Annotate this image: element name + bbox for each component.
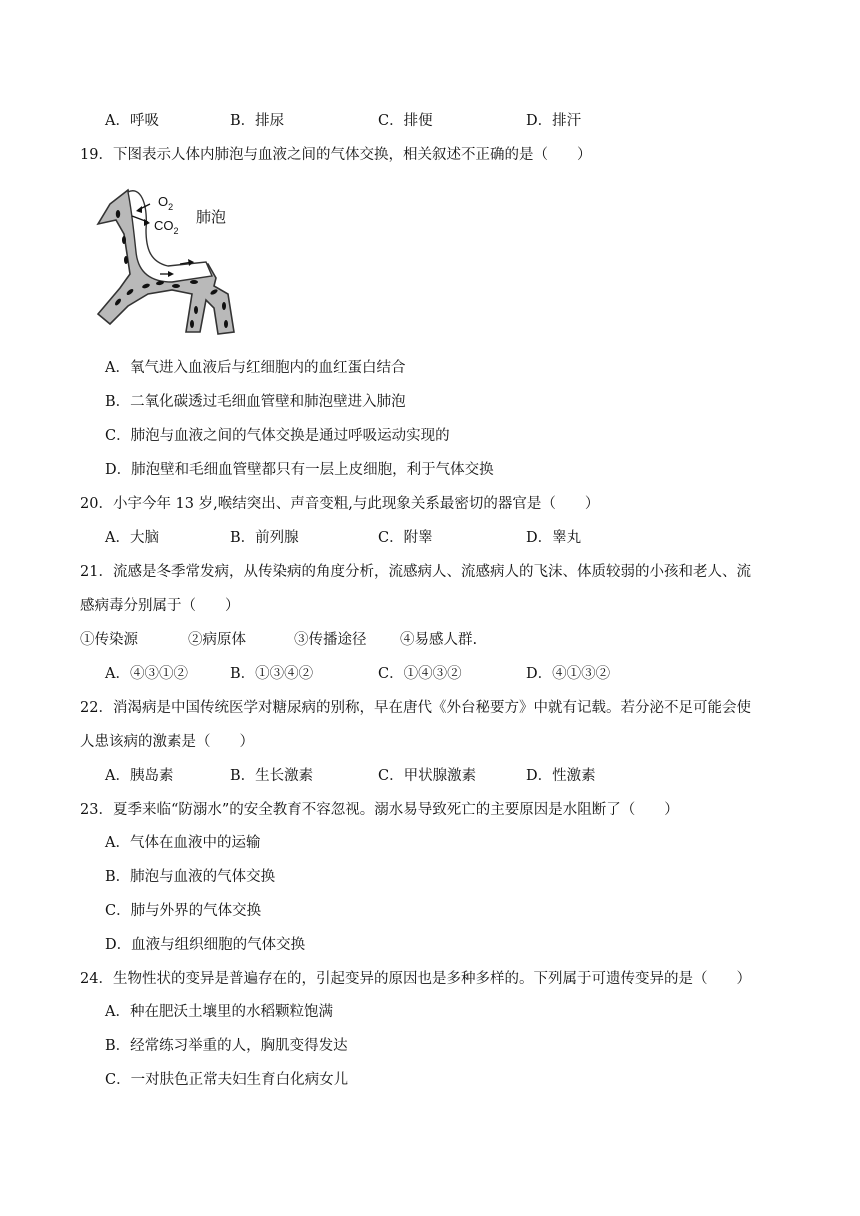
co2-label: $CO_2$ <box>154 218 179 236</box>
q22-option-a: A．胰岛素 <box>105 768 174 784</box>
o2-label: $O_2$ <box>158 194 174 212</box>
q23-stem: 23．夏季来临“防溺水”的安全教育不容忽视。溺水易导致死亡的主要原因是水阻断了（ ） <box>80 802 679 818</box>
q22-option-d: D．性激素 <box>526 768 596 784</box>
q21-item-1: ①传染源 <box>80 632 138 648</box>
q23-option-a: A．气体在血液中的运输 <box>105 835 261 851</box>
q22-option-b: B．生长激素 <box>230 768 314 784</box>
q21-item-2: ②病原体 <box>188 632 246 648</box>
q22-stem-line2: 人患该病的激素是（ ） <box>80 734 254 750</box>
q19-option-c: C．肺泡与血液之间的气体交换是通过呼吸运动实现的 <box>105 428 450 444</box>
q23-option-c: C．肺与外界的气体交换 <box>105 903 262 919</box>
q22-stem-line1: 22．消渴病是中国传统医学对糖尿病的别称，早在唐代《外台秘要方》中就有记载。若分泌不足可能会使 <box>80 700 751 716</box>
q24-option-c: C．一对肤色正常夫妇生育白化病女儿 <box>105 1072 349 1088</box>
q19-option-d: D．肺泡壁和毛细血管壁都只有一层上皮细胞，利于气体交换 <box>105 462 494 478</box>
q19-option-b: B．二氧化碳透过毛细血管壁和肺泡壁进入肺泡 <box>105 394 406 410</box>
q20-option-c: C．附睾 <box>378 530 433 546</box>
q19-stem: 19．下图表示人体内肺泡与血液之间的气体交换，相关叙述不正确的是（ ） <box>80 147 592 163</box>
q18-option-c: C．排便 <box>378 113 433 129</box>
q18-option-a: A．呼吸 <box>105 113 159 129</box>
alveolus-gas-exchange-figure <box>88 182 248 342</box>
q22-option-c: C．甲状腺激素 <box>378 768 477 784</box>
q21-option-d: D．④①③② <box>526 666 611 682</box>
alveolus-label: 肺泡 <box>196 208 227 226</box>
q21-option-b: B．①③④② <box>230 666 314 682</box>
q23-option-b: B．肺泡与血液的气体交换 <box>105 869 276 885</box>
q24-stem: 24．生物性状的变异是普遍存在的，引起变异的原因也是多种多样的。下列属于可遗传变异的是（ ） <box>80 971 751 987</box>
q21-item-3: ③传播途径 <box>294 632 367 648</box>
q21-stem-line1: 21．流感是冬季常发病，从传染病的角度分析，流感病人、流感病人的飞沫、体质较弱的小孩和老人、流 <box>80 564 751 580</box>
q21-option-a: A．④③①② <box>105 666 188 682</box>
q21-stem-line2: 感病毒分别属于（ ） <box>80 598 240 614</box>
q21-item-4: ④易感人群. <box>400 632 478 648</box>
q21-option-c: C．①④③② <box>378 666 462 682</box>
q24-option-a: A．种在肥沃土壤里的水稻颗粒饱满 <box>105 1004 333 1020</box>
q23-option-d: D．血液与组织细胞的气体交换 <box>105 937 306 953</box>
q20-option-b: B．前列腺 <box>230 530 299 546</box>
q20-option-d: D．睾丸 <box>526 530 582 546</box>
q20-stem: 20．小宇今年 13 岁,喉结突出、声音变粗,与此现象关系最密切的器官是（ ） <box>80 496 600 512</box>
q20-option-a: A．大脑 <box>105 530 159 546</box>
q24-option-b: B．经常练习举重的人，胸肌变得发达 <box>105 1038 348 1054</box>
q18-option-d: D．排汗 <box>526 113 582 129</box>
q18-option-b: B．排尿 <box>230 113 285 129</box>
q19-option-a: A．氧气进入血液后与红细胞内的血红蛋白结合 <box>105 360 406 376</box>
